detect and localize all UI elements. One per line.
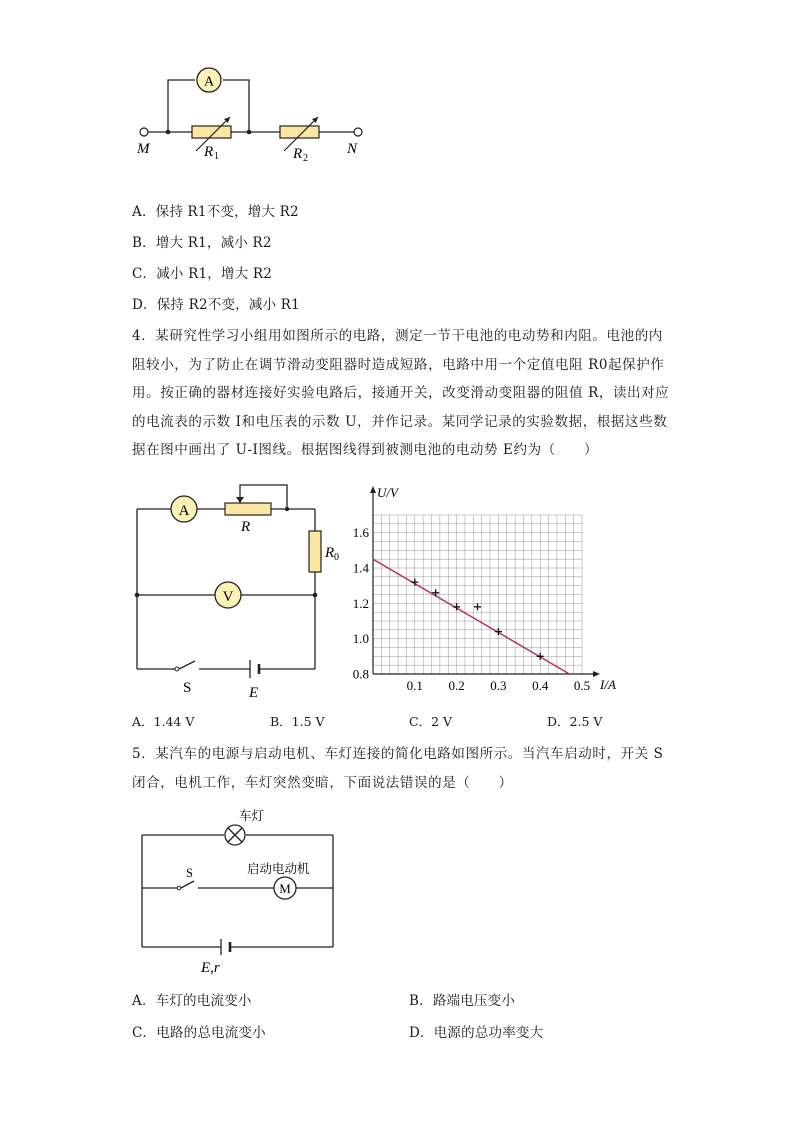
q4-line-3: 用。按正确的器材连接好实验电路后，接通开关，改变滑动变阻器的阻值 R，读出对应 bbox=[132, 385, 670, 402]
q4-option-d[interactable]: D．2.5 V bbox=[547, 714, 603, 729]
label-switch: S bbox=[186, 866, 193, 880]
switch-icon bbox=[175, 667, 179, 671]
q3-option-b[interactable]: B．增大 R1，减小 R2 bbox=[132, 235, 272, 251]
switch-icon bbox=[177, 886, 181, 890]
q3-option-c[interactable]: C．减小 R1，增大 R2 bbox=[132, 266, 273, 282]
lamp-label: 车灯 bbox=[239, 809, 265, 823]
label-r0: R bbox=[325, 545, 335, 561]
resistor-r0-icon bbox=[309, 531, 321, 572]
chart-xlabel: I/A bbox=[600, 677, 616, 692]
label-r1: R bbox=[204, 144, 214, 160]
ammeter-label: A bbox=[203, 74, 215, 90]
label-r0-sub: 0 bbox=[334, 552, 339, 563]
label-r2-sub: 2 bbox=[303, 153, 308, 164]
label-battery: E bbox=[249, 685, 259, 701]
q4-ui-graph bbox=[340, 480, 640, 700]
q4-line-4: 的电流表的示数 I和电压表的示数 U，并作记录。某同学记录的实验数据，根据这些数 bbox=[132, 413, 668, 430]
ammeter-label: A bbox=[178, 503, 190, 519]
q3-circuit-diagram bbox=[120, 55, 380, 170]
q3-option-a[interactable]: A．保持 R1不变，增大 R2 bbox=[132, 204, 299, 220]
q5-circuit-diagram bbox=[130, 805, 350, 980]
terminal-m bbox=[140, 128, 148, 136]
label-r2: R bbox=[293, 146, 303, 162]
label-battery: E,r bbox=[201, 960, 220, 976]
x-tick-label: 0.5 bbox=[573, 678, 591, 693]
q5-option-d[interactable]: D．电源的总功率变大 bbox=[409, 1025, 544, 1041]
label-n: N bbox=[347, 141, 358, 157]
q5-option-c[interactable]: C．电路的总电流变小 bbox=[132, 1025, 266, 1041]
rheostat-icon bbox=[225, 503, 271, 515]
q4-line-1: 4．某研究性学习小组用如图所示的电路，测定一节干电池的电动势和内阻。电池的内 bbox=[132, 328, 663, 344]
y-tick-label: 1.0 bbox=[352, 631, 369, 647]
chart-ylabel: U/V bbox=[377, 485, 398, 500]
y-tick-label: 1.2 bbox=[352, 595, 369, 611]
x-tick-label: 0.3 bbox=[490, 678, 507, 693]
q5-option-b[interactable]: B．路端电压变小 bbox=[409, 993, 516, 1009]
q5-line-2: 闭合，电机工作，车灯突然变暗，下面说法错误的是（ ） bbox=[132, 774, 513, 791]
label-switch: S bbox=[183, 680, 192, 696]
q4-option-b[interactable]: B．1.5 V bbox=[270, 714, 325, 729]
terminal-n bbox=[354, 128, 362, 136]
chart-grid bbox=[373, 515, 582, 674]
label-r: R bbox=[241, 519, 251, 535]
q5-line-1: 5．某汽车的电源与启动电机、车灯连接的简化电路如图所示。当汽车启动时，开关 S bbox=[132, 746, 664, 762]
q4-question bbox=[132, 322, 669, 465]
q4-option-a[interactable]: A．1.44 V bbox=[132, 714, 195, 729]
q3-option-d[interactable]: D．保持 R2不变，减小 R1 bbox=[132, 297, 300, 313]
y-tick-label: 1.6 bbox=[352, 525, 369, 541]
q4-line-2: 阻较小，为了防止在调节滑动变阻器时造成短路，电路中用一个定值电阻 R0起保护作 bbox=[132, 356, 665, 373]
q5-option-a[interactable]: A．车灯的电流变小 bbox=[132, 993, 252, 1009]
motor-symbol: M bbox=[279, 881, 291, 896]
x-axis-arrow-icon bbox=[593, 671, 600, 677]
y-tick-label: 1.4 bbox=[352, 560, 369, 576]
y-axis-arrow-icon bbox=[370, 486, 376, 493]
data-point bbox=[474, 603, 481, 610]
voltmeter-label: V bbox=[222, 589, 234, 605]
label-r1-sub: 1 bbox=[214, 151, 219, 162]
x-tick-label: 0.4 bbox=[532, 678, 549, 693]
motor-label: 启动电动机 bbox=[247, 862, 310, 876]
x-tick-label: 0.1 bbox=[406, 678, 423, 693]
x-tick-label: 0.2 bbox=[448, 678, 465, 693]
q4-circuit-diagram bbox=[125, 475, 339, 705]
q4-line-5: 据在图中画出了 U-I图线。根据图线得到被测电池的电动势 E约为（ ） bbox=[132, 442, 599, 459]
label-m: M bbox=[137, 141, 150, 157]
y-tick-label: 0.8 bbox=[352, 666, 369, 682]
q4-option-c[interactable]: C．2 V bbox=[409, 714, 453, 729]
q5-question bbox=[132, 740, 664, 797]
